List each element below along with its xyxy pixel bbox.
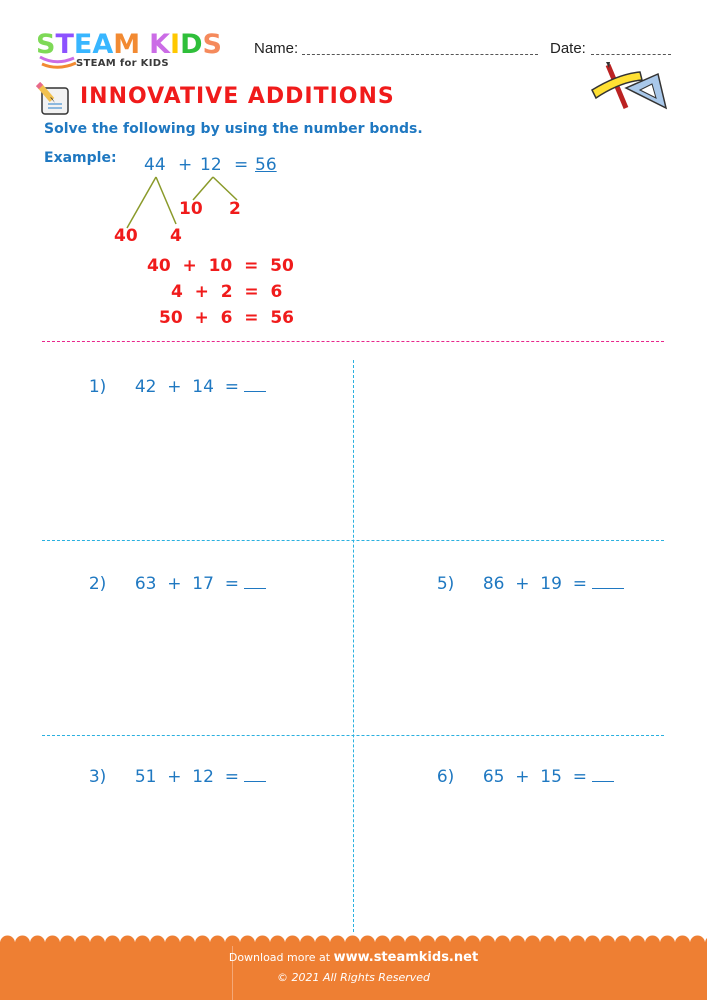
footer-download: [0, 950, 707, 965]
problem-1: [78, 357, 266, 397]
problem-number: 2): [88, 574, 107, 594]
example-step: 50 + 6 = 56: [159, 308, 294, 328]
example-label: Example:: [44, 150, 117, 166]
problem-6: [426, 747, 614, 787]
logo-letter: M: [113, 29, 141, 60]
logo-letter: E: [73, 29, 93, 60]
number-bond-lines: [0, 0, 707, 260]
problem-5: [426, 554, 624, 594]
example-step: 40 + 10 = 50: [147, 256, 294, 276]
bond-part: 4: [170, 226, 182, 246]
instructions: Solve the following by using the number bonds.: [44, 121, 423, 137]
bond-part: 10: [179, 199, 203, 219]
problem-expression: 86 + 19 =: [482, 574, 587, 594]
answer-blank[interactable]: [244, 574, 266, 589]
answer-blank[interactable]: [592, 767, 614, 782]
problem-number: 1): [88, 377, 107, 397]
problem-3: [78, 747, 266, 787]
bond-part: 2: [229, 199, 241, 219]
problem-expression: 51 + 12 =: [134, 767, 239, 787]
problem-expression: 42 + 14 =: [134, 377, 239, 397]
column-divider: [353, 360, 354, 932]
answer-blank[interactable]: [592, 574, 624, 589]
name-label: Name:: [254, 40, 299, 57]
row-divider: [42, 735, 664, 736]
problem-expression: 65 + 15 =: [482, 767, 587, 787]
footer-website-link[interactable]: www.steamkids.net: [333, 950, 479, 965]
problem-number: 5): [436, 574, 455, 594]
answer-blank[interactable]: [244, 377, 266, 392]
section-divider: [42, 341, 664, 342]
logo-letter: I: [170, 29, 181, 60]
example-answer: 56: [255, 155, 277, 175]
example-addend-b: 12: [200, 155, 222, 175]
footer-download-prefix: Download more at: [228, 951, 334, 964]
date-label: Date:: [550, 40, 586, 57]
logo-tagline: STEAM for KIDS: [76, 58, 169, 69]
example-step: 4 + 2 = 6: [171, 282, 283, 302]
row-divider: [42, 540, 664, 541]
example-plus: +: [178, 155, 193, 175]
page-title: INNOVATIVE ADDITIONS: [80, 84, 395, 109]
logo-letter: D: [180, 29, 203, 60]
logo-letter: K: [149, 29, 171, 60]
problem-number: 6): [436, 767, 455, 787]
logo-letter: S: [202, 29, 222, 60]
bond-part: 40: [114, 226, 138, 246]
problem-expression: 63 + 17 =: [134, 574, 239, 594]
logo-letter: T: [55, 29, 74, 60]
example-addend-a: 44: [144, 155, 166, 175]
logo-letter: A: [92, 29, 114, 60]
logo-letter: S: [36, 29, 56, 60]
answer-blank[interactable]: [244, 767, 266, 782]
example-equals: =: [234, 155, 249, 175]
footer-copyright: © 2021 All Rights Reserved: [276, 971, 430, 984]
problem-number: 3): [88, 767, 107, 787]
problem-2: [78, 554, 266, 594]
